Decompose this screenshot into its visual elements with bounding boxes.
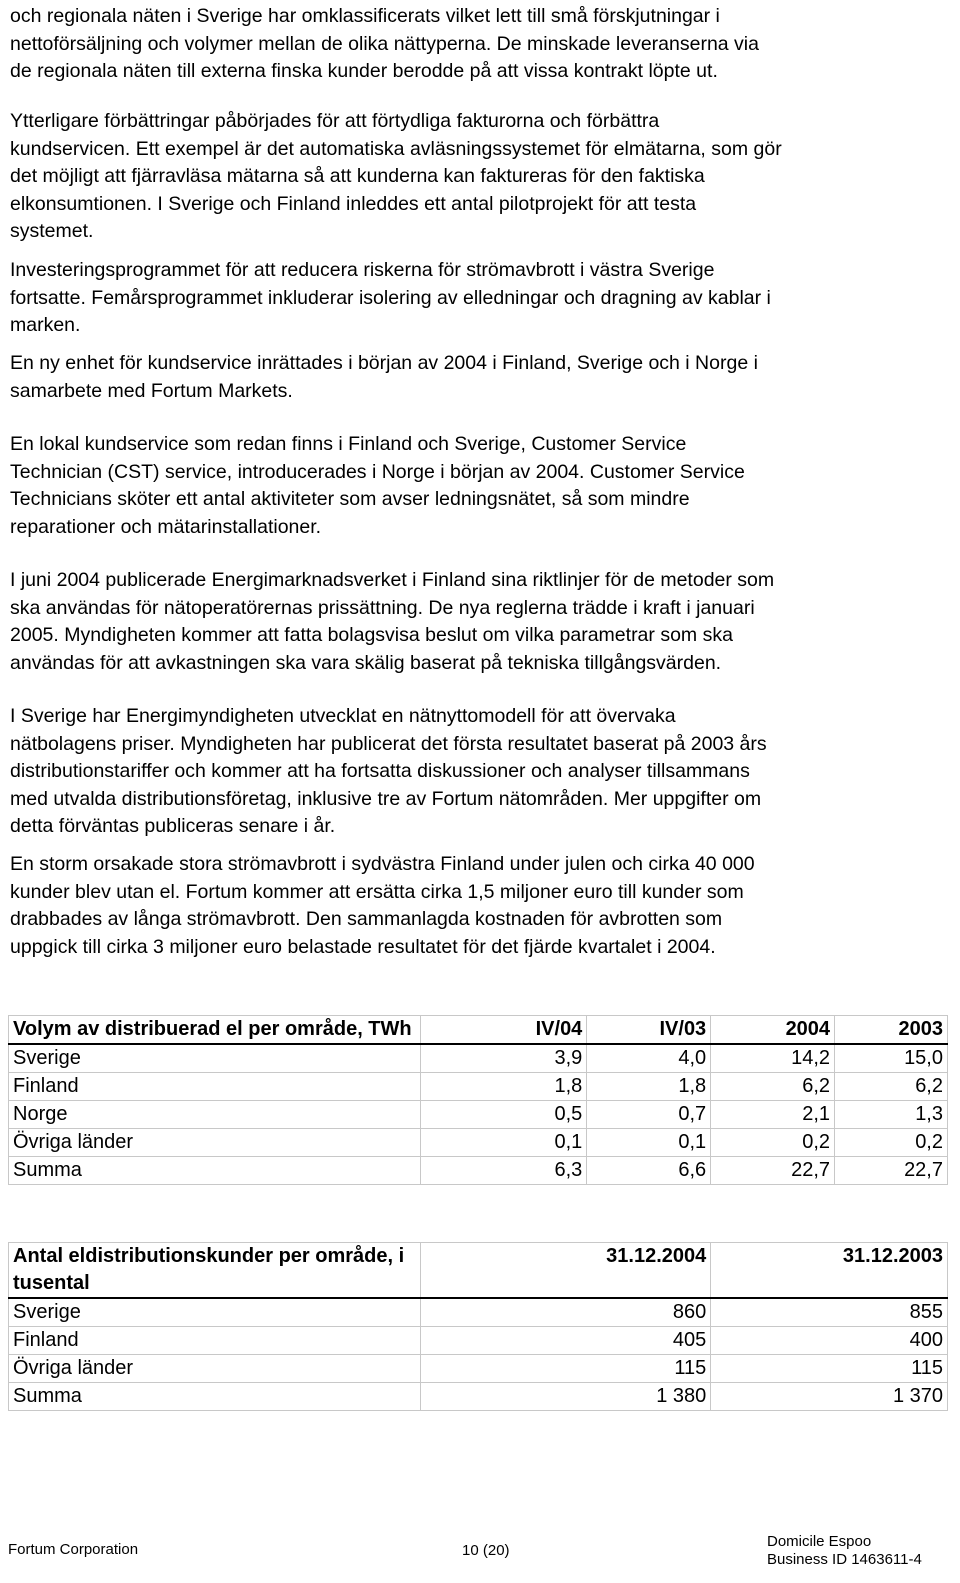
paragraph-new-customer-service-unit	[10, 350, 950, 405]
table-cell: 0,7	[587, 1101, 711, 1129]
text-line: 2005. Myndigheten kommer att fatta bolagsvisa beslut om vilka parametrar som ska	[10, 624, 733, 646]
text-line: distributionstariffer och kommer att ha fortsatta diskussioner och analyser tillsammans	[10, 760, 750, 782]
column-header: IV/03	[587, 1016, 711, 1045]
table-row	[9, 1129, 948, 1157]
table-cell: 855	[711, 1298, 948, 1327]
text-line: I juni 2004 publicerade Energimarknadsverket i Finland sina riktlinjer för de metoder som	[10, 569, 775, 591]
table-row	[9, 1327, 948, 1355]
table-cell: 6,2	[835, 1073, 948, 1101]
table-cell: 1,3	[835, 1101, 948, 1129]
table-cell: 115	[420, 1355, 711, 1383]
row-label: Sverige	[9, 1044, 421, 1073]
text-line: Investeringsprogrammet för att reducera riskerna för strömavbrott i västra Sverige	[10, 259, 715, 281]
table-cell: 6,6	[587, 1157, 711, 1185]
column-header: 2003	[835, 1016, 948, 1045]
table-cell: 2,1	[711, 1101, 835, 1129]
table-cell: 15,0	[835, 1044, 948, 1073]
paragraph-investment-program	[10, 257, 950, 340]
text-line: reparationer och mätarinstallationer.	[10, 515, 322, 538]
text-line: drabbades av långa strömavbrott. Den sammanlagda kostnaden för avbrotten som	[10, 908, 723, 930]
table-cell: 1 380	[420, 1383, 711, 1411]
table-cell: 405	[420, 1327, 711, 1355]
table-cell: 4,0	[587, 1044, 711, 1073]
text-line: med utvalda distributionsföretag, inklusive tre av Fortum nätområden. Mer uppgifter om	[10, 787, 762, 810]
row-label: Norge	[9, 1101, 421, 1129]
text-line: fortsatte. Femårsprogrammet inkluderar isolering av elledningar och dragning av kablar i	[10, 286, 771, 309]
table-title: Antal eldistributionskunder per område, i tusental	[9, 1243, 421, 1299]
text-line: samarbete med Fortum Markets.	[10, 379, 293, 402]
text-line: och regionala näten i Sverige har omklassificerats vilket lett till små förskjutningar i	[10, 5, 720, 27]
paragraph-invoice-improvements	[10, 108, 950, 246]
table-row	[9, 1101, 948, 1129]
table-cell: 0,2	[835, 1129, 948, 1157]
text-line: elkonsumtionen. I Sverige och Finland inleddes ett antal pilotprojekt för att testa	[10, 192, 697, 215]
table-cell: 1,8	[587, 1073, 711, 1101]
text-line: Technician (CST) service, introducerades i Norge i början av 2004. Customer Service	[10, 460, 745, 483]
text-line: de regionala näten till externa finska kunder berodde på att vissa kontrakt löpte ut.	[10, 60, 718, 82]
table-header-row	[9, 1016, 948, 1045]
page-number: 10 (20)	[462, 1542, 510, 1559]
table-cell: 115	[711, 1355, 948, 1383]
text-line: detta förväntas publiceras senare i år.	[10, 815, 336, 837]
row-label: Övriga länder	[9, 1129, 421, 1157]
table-cell: 1 370	[711, 1383, 948, 1411]
table-cell: 22,7	[711, 1157, 835, 1185]
table-row	[9, 1044, 948, 1073]
text-line: En storm orsakade stora strömavbrott i sydvästra Finland under julen och cirka 40 000	[10, 853, 755, 875]
business-id-text: Business ID 1463611-4	[767, 1551, 922, 1568]
text-line: nätbolagens priser. Myndigheten har publicerat det första resultatet baserat på 2003 års	[10, 732, 767, 755]
table-cell: 400	[711, 1327, 948, 1355]
column-header: IV/04	[420, 1016, 587, 1045]
text-line: kundservicen. Ett exempel är det automatiska avläsningssystemet för elmätarna, som gör	[10, 137, 782, 160]
text-line: En ny enhet för kundservice inrättades i början av 2004 i Finland, Sverige och i Norge i	[10, 352, 758, 374]
text-line: ska användas för nätoperatörernas prissättning. De nya reglerna trädde i kraft i januari	[10, 596, 755, 619]
column-header: 31.12.2004	[420, 1243, 711, 1299]
table-row	[9, 1298, 948, 1327]
footer-domicile	[767, 1533, 922, 1569]
table-cell: 0,1	[587, 1129, 711, 1157]
text-line: Technicians sköter ett antal aktiviteter som avser ledningsnätet, så som mindre	[10, 488, 690, 510]
footer-company: Fortum Corporation	[8, 1541, 139, 1558]
text-line: Ytterligare förbättringar påbörjades för att förtydliga fakturorna och förbättra	[10, 110, 660, 132]
table-row	[9, 1355, 948, 1383]
text-line: användas för att avkastningen ska vara skälig baserat på tekniska tillgångsvärden.	[10, 651, 722, 674]
table-cell: 22,7	[835, 1157, 948, 1185]
row-label: Summa	[9, 1383, 421, 1411]
distribution-customers-table	[8, 1242, 948, 1411]
table-cell: 1,8	[420, 1073, 587, 1101]
table-cell: 0,5	[420, 1101, 587, 1129]
row-label: Sverige	[9, 1298, 421, 1327]
table-header-row	[9, 1243, 948, 1299]
paragraph-storm-outage	[10, 851, 950, 961]
text-line: kunder blev utan el. Fortum kommer att ersätta cirka 1,5 miljoner euro till kunder som	[10, 880, 744, 903]
table-title: Volym av distribuerad el per område, TWh	[9, 1016, 421, 1045]
paragraph-local-customer-service	[10, 431, 950, 541]
table-cell: 0,1	[420, 1129, 587, 1157]
table-cell: 6,3	[420, 1157, 587, 1185]
table-cell: 6,2	[711, 1073, 835, 1101]
table-row	[9, 1073, 948, 1101]
text-line: I Sverige har Energimyndigheten utvecklat en nätnyttomodell för att övervaka	[10, 705, 676, 727]
table-total-row	[9, 1383, 948, 1411]
text-line: uppgick till cirka 3 miljoner euro belastade resultatet för det fjärde kvartalet i 2004.	[10, 935, 716, 958]
table-cell: 860	[420, 1298, 711, 1327]
table-total-row	[9, 1157, 948, 1185]
text-line: systemet.	[10, 220, 94, 242]
paragraph-swedish-energy-agency	[10, 703, 950, 841]
text-line: nettoförsäljning och volymer mellan de olika nättyperna. De minskade leveranserna via	[10, 32, 759, 55]
column-header: 31.12.2003	[711, 1243, 948, 1299]
text-line: marken.	[10, 314, 81, 336]
row-label: Summa	[9, 1157, 421, 1185]
table-cell: 14,2	[711, 1044, 835, 1073]
text-line: En lokal kundservice som redan finns i Finland och Sverige, Customer Service	[10, 433, 687, 455]
table-cell: 0,2	[711, 1129, 835, 1157]
domicile-text: Domicile Espoo	[767, 1533, 872, 1550]
paragraph-network-reclassification	[10, 3, 950, 86]
column-header: 2004	[711, 1016, 835, 1045]
row-label: Finland	[9, 1073, 421, 1101]
volume-distributed-table	[8, 1015, 948, 1185]
row-label: Övriga länder	[9, 1355, 421, 1383]
row-label: Finland	[9, 1327, 421, 1355]
table-cell: 3,9	[420, 1044, 587, 1073]
text-line: det möjligt att fjärravläsa mätarna så att kunderna kan faktureras för den faktiska	[10, 165, 705, 187]
paragraph-energy-market-authority	[10, 567, 950, 677]
